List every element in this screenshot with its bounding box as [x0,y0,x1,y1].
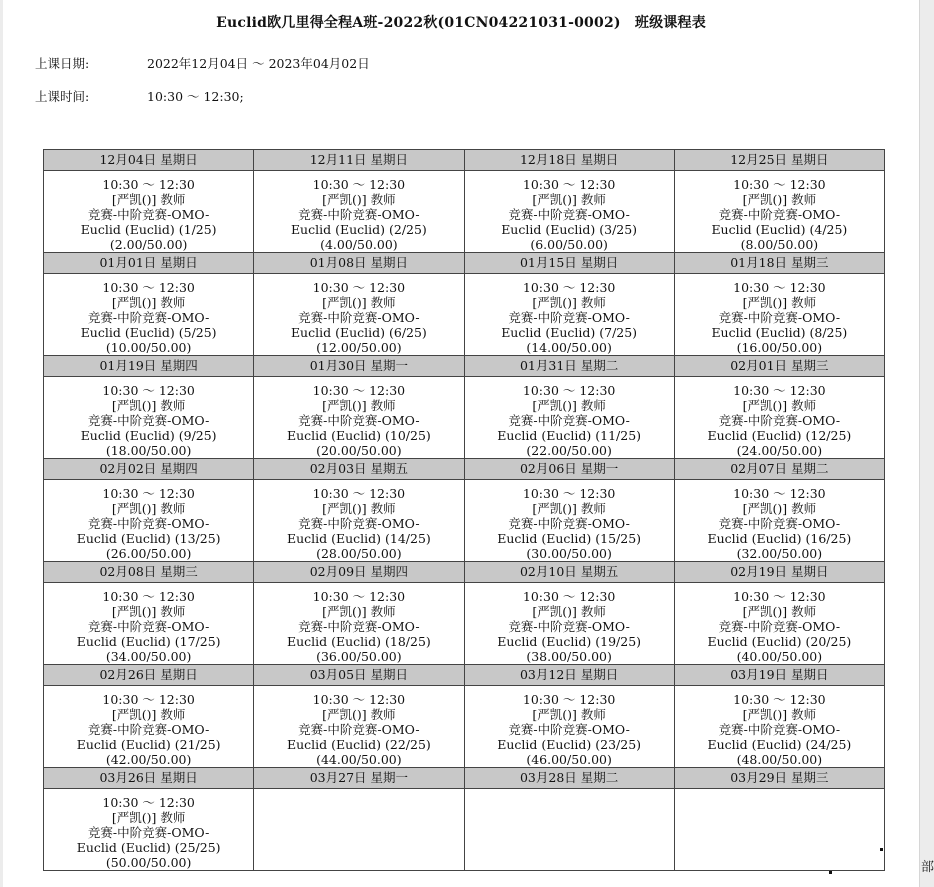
session-date: 03月28日 星期二 [464,768,674,789]
session-cell [674,480,884,562]
session-date: 01月31日 星期二 [464,356,674,377]
session-time: 10:30 ～ 12:30 [522,589,616,604]
session-hours: (8.00/50.00) [740,237,819,252]
session-time: 10:30 ～ 12:30 [312,177,406,192]
session-cell [674,274,884,356]
session-row [44,377,885,459]
session-course: 竞赛-中阶竞赛-OMO- [298,207,420,222]
session-date: 02月19日 星期日 [674,562,884,583]
session-course: 竞赛-中阶竞赛-OMO- [298,413,420,428]
session-name: Euclid (Euclid) (1/25) [80,222,217,237]
session-teacher: [严凯()] 教师 [322,501,396,516]
session-cell [464,583,674,665]
session-teacher: [严凯()] 教师 [111,192,186,207]
session-date: 03月27日 星期一 [254,768,464,789]
session-cell [44,274,254,356]
session-name: Euclid (Euclid) (17/25) [76,634,221,649]
session-course: 竞赛-中阶竞赛-OMO- [718,516,841,531]
session-row [44,789,885,871]
session-course: 竞赛-中阶竞赛-OMO- [87,207,210,222]
date-header-row [44,150,885,171]
session-hours: (20.00/50.00) [316,443,402,458]
session-cell [44,686,254,768]
session-cell [44,377,254,459]
session-cell [464,789,674,871]
session-teacher: [严凯()] 教师 [532,192,606,207]
session-date: 02月07日 星期二 [674,459,884,480]
session-time: 10:30 ～ 12:30 [312,383,406,398]
session-hours: (48.00/50.00) [736,752,823,767]
session-date: 03月26日 星期日 [44,768,254,789]
session-cell [44,789,254,871]
session-time: 10:30 ～ 12:30 [733,177,826,192]
session-name: Euclid (Euclid) (18/25) [286,634,431,649]
session-teacher: [严凯()] 教师 [322,398,396,413]
session-cell [464,686,674,768]
date-header-row [44,768,885,789]
session-date: 01月19日 星期四 [44,356,254,377]
session-time: 10:30 ～ 12:30 [312,280,406,295]
session-course: 竞赛-中阶竞赛-OMO- [718,619,841,634]
scan-mark [880,848,883,851]
session-time: 10:30 ～ 12:30 [102,280,195,295]
session-hours: (2.00/50.00) [109,237,188,252]
session-hours: (30.00/50.00) [526,546,612,561]
session-cell [674,789,884,871]
session-row [44,480,885,562]
session-name: Euclid (Euclid) (7/25) [501,325,638,340]
session-time: 10:30 ～ 12:30 [733,486,826,501]
session-name: Euclid (Euclid) (25/25) [76,840,221,855]
session-teacher: [严凯()] 教师 [742,295,817,310]
session-row [44,274,885,356]
session-date: 03月12日 星期日 [464,665,674,686]
session-course: 竞赛-中阶竞赛-OMO- [508,722,630,737]
session-teacher: [严凯()] 教师 [322,707,396,722]
session-time: 10:30 ～ 12:30 [522,383,616,398]
session-hours: (28.00/50.00) [316,546,402,561]
session-course: 竞赛-中阶竞赛-OMO- [508,619,630,634]
session-teacher: [严凯()] 教师 [742,398,817,413]
session-course: 竞赛-中阶竞赛-OMO- [87,413,210,428]
session-time: 10:30 ～ 12:30 [312,486,406,501]
session-time: 10:30 ～ 12:30 [733,692,826,707]
session-hours: (34.00/50.00) [105,649,192,664]
schedule-page [3,0,920,887]
session-hours: (12.00/50.00) [316,340,402,355]
session-date: 01月01日 星期日 [44,253,254,274]
session-cell [674,686,884,768]
session-time: 10:30 ～ 12:30 [102,383,195,398]
session-time: 10:30 ～ 12:30 [102,795,195,810]
session-teacher: [严凯()] 教师 [111,398,186,413]
date-header-row [44,665,885,686]
session-date: 01月30日 星期一 [254,356,464,377]
session-hours: (22.00/50.00) [526,443,612,458]
session-cell [464,274,674,356]
session-cell [674,583,884,665]
session-date: 12月18日 星期日 [464,150,674,171]
session-cell [254,480,464,562]
session-date: 12月04日 星期日 [44,150,254,171]
session-date: 03月19日 星期日 [674,665,884,686]
session-hours: (14.00/50.00) [526,340,612,355]
class-time-label: 上课时间: [35,89,90,104]
session-name: Euclid (Euclid) (9/25) [80,428,217,443]
session-name: Euclid (Euclid) (20/25) [707,634,852,649]
date-header-row [44,356,885,377]
session-name: Euclid (Euclid) (4/25) [711,222,848,237]
page-title: Euclid欧几里得全程A班-2022秋(01CN04221031-0002) 班级课程表 [216,15,706,31]
session-date: 02月10日 星期五 [464,562,674,583]
session-course: 竞赛-中阶竞赛-OMO- [718,207,841,222]
session-name: Euclid (Euclid) (21/25) [76,737,221,752]
session-row [44,583,885,665]
session-teacher: [严凯()] 教师 [111,810,186,825]
session-course: 竞赛-中阶竞赛-OMO- [718,413,841,428]
session-name: Euclid (Euclid) (12/25) [707,428,852,443]
session-date: 02月08日 星期三 [44,562,254,583]
session-teacher: [严凯()] 教师 [742,501,817,516]
session-name: Euclid (Euclid) (23/25) [497,737,642,752]
session-teacher: [严凯()] 教师 [532,604,606,619]
session-name: Euclid (Euclid) (5/25) [80,325,217,340]
session-time: 10:30 ～ 12:30 [102,177,195,192]
session-teacher: [严凯()] 教师 [532,501,606,516]
session-name: Euclid (Euclid) (22/25) [286,737,431,752]
session-hours: (26.00/50.00) [105,546,192,561]
session-time: 10:30 ～ 12:30 [102,692,195,707]
session-name: Euclid (Euclid) (11/25) [497,428,642,443]
session-course: 竞赛-中阶竞赛-OMO- [508,516,630,531]
session-date: 02月26日 星期日 [44,665,254,686]
session-name: Euclid (Euclid) (15/25) [497,531,642,546]
session-cell [464,480,674,562]
session-course: 竞赛-中阶竞赛-OMO- [508,413,630,428]
session-name: Euclid (Euclid) (19/25) [497,634,642,649]
class-date-row [35,54,370,72]
session-teacher: [严凯()] 教师 [742,707,817,722]
session-hours: (46.00/50.00) [526,752,612,767]
session-course: 竞赛-中阶竞赛-OMO- [87,722,210,737]
session-teacher: [严凯()] 教师 [322,295,396,310]
date-header-row [44,562,885,583]
session-time: 10:30 ～ 12:30 [312,589,406,604]
session-name: Euclid (Euclid) (10/25) [286,428,431,443]
session-name: Euclid (Euclid) (14/25) [286,531,431,546]
session-row [44,171,885,253]
session-row [44,686,885,768]
class-date-label: 上课日期: [35,56,90,71]
schedule-table [43,149,885,871]
session-date: 01月15日 星期日 [464,253,674,274]
session-time: 10:30 ～ 12:30 [733,280,826,295]
session-hours: (36.00/50.00) [316,649,402,664]
session-time: 10:30 ～ 12:30 [102,486,195,501]
session-teacher: [严凯()] 教师 [532,295,606,310]
session-cell [254,274,464,356]
class-time-value: 10:30 ～ 12:30; [147,89,244,104]
session-cell [254,583,464,665]
session-time: 10:30 ～ 12:30 [522,692,616,707]
session-name: Euclid (Euclid) (3/25) [501,222,638,237]
session-teacher: [严凯()] 教师 [111,707,186,722]
session-time: 10:30 ～ 12:30 [312,692,406,707]
session-name: Euclid (Euclid) (6/25) [290,325,427,340]
session-hours: (4.00/50.00) [320,237,398,252]
session-name: Euclid (Euclid) (8/25) [711,325,848,340]
class-time-row [35,87,244,105]
session-date: 12月25日 星期日 [674,150,884,171]
session-cell [44,480,254,562]
session-time: 10:30 ～ 12:30 [733,383,826,398]
session-teacher: [严凯()] 教师 [742,604,817,619]
session-hours: (38.00/50.00) [526,649,612,664]
session-date: 01月08日 星期日 [254,253,464,274]
session-name: Euclid (Euclid) (16/25) [707,531,852,546]
session-teacher: [严凯()] 教师 [742,192,817,207]
session-hours: (50.00/50.00) [105,855,192,870]
session-teacher: [严凯()] 教师 [532,707,606,722]
date-header-row [44,459,885,480]
session-hours: (24.00/50.00) [736,443,823,458]
session-name: Euclid (Euclid) (13/25) [76,531,221,546]
scan-mark [829,871,832,874]
session-date: 02月06日 星期一 [464,459,674,480]
session-date: 02月03日 星期五 [254,459,464,480]
session-hours: (6.00/50.00) [530,237,608,252]
session-course: 竞赛-中阶竞赛-OMO- [718,310,841,325]
session-course: 竞赛-中阶竞赛-OMO- [718,722,841,737]
session-time: 10:30 ～ 12:30 [102,589,195,604]
session-time: 10:30 ～ 12:30 [522,280,616,295]
session-hours: (42.00/50.00) [105,752,192,767]
session-date: 12月11日 星期日 [254,150,464,171]
session-cell [464,377,674,459]
session-date: 03月05日 星期日 [254,665,464,686]
session-hours: (16.00/50.00) [736,340,823,355]
session-hours: (18.00/50.00) [105,443,192,458]
session-cell [44,171,254,253]
session-teacher: [严凯()] 教师 [322,192,396,207]
page-edge-glyph: 部 [921,860,934,875]
session-course: 竞赛-中阶竞赛-OMO- [298,722,420,737]
session-hours: (10.00/50.00) [105,340,192,355]
session-course: 竞赛-中阶竞赛-OMO- [508,310,630,325]
session-cell [254,377,464,459]
session-course: 竞赛-中阶竞赛-OMO- [298,310,420,325]
session-cell [464,171,674,253]
session-course: 竞赛-中阶竞赛-OMO- [298,619,420,634]
session-time: 10:30 ～ 12:30 [733,589,826,604]
session-course: 竞赛-中阶竞赛-OMO- [87,516,210,531]
session-hours: (44.00/50.00) [316,752,402,767]
session-time: 10:30 ～ 12:30 [522,486,616,501]
session-date: 03月29日 星期三 [674,768,884,789]
session-course: 竞赛-中阶竞赛-OMO- [298,516,420,531]
session-cell [254,686,464,768]
session-hours: (32.00/50.00) [736,546,823,561]
session-course: 竞赛-中阶竞赛-OMO- [87,619,210,634]
session-date: 02月09日 星期四 [254,562,464,583]
session-date: 01月18日 星期三 [674,253,884,274]
session-cell [44,583,254,665]
session-course: 竞赛-中阶竞赛-OMO- [87,825,210,840]
session-course: 竞赛-中阶竞赛-OMO- [508,207,630,222]
session-teacher: [严凯()] 教师 [322,604,396,619]
session-teacher: [严凯()] 教师 [111,501,186,516]
session-date: 02月02日 星期四 [44,459,254,480]
session-cell [254,789,464,871]
session-name: Euclid (Euclid) (24/25) [707,737,852,752]
session-time: 10:30 ～ 12:30 [522,177,616,192]
class-date-value: 2022年12月04日 ～ 2023年04月02日 [147,56,370,71]
session-teacher: [严凯()] 教师 [532,398,606,413]
session-cell [674,171,884,253]
session-cell [674,377,884,459]
session-teacher: [严凯()] 教师 [111,295,186,310]
session-name: Euclid (Euclid) (2/25) [290,222,427,237]
session-hours: (40.00/50.00) [736,649,823,664]
session-date: 02月01日 星期三 [674,356,884,377]
date-header-row [44,253,885,274]
session-cell [254,171,464,253]
session-teacher: [严凯()] 教师 [111,604,186,619]
session-course: 竞赛-中阶竞赛-OMO- [87,310,210,325]
